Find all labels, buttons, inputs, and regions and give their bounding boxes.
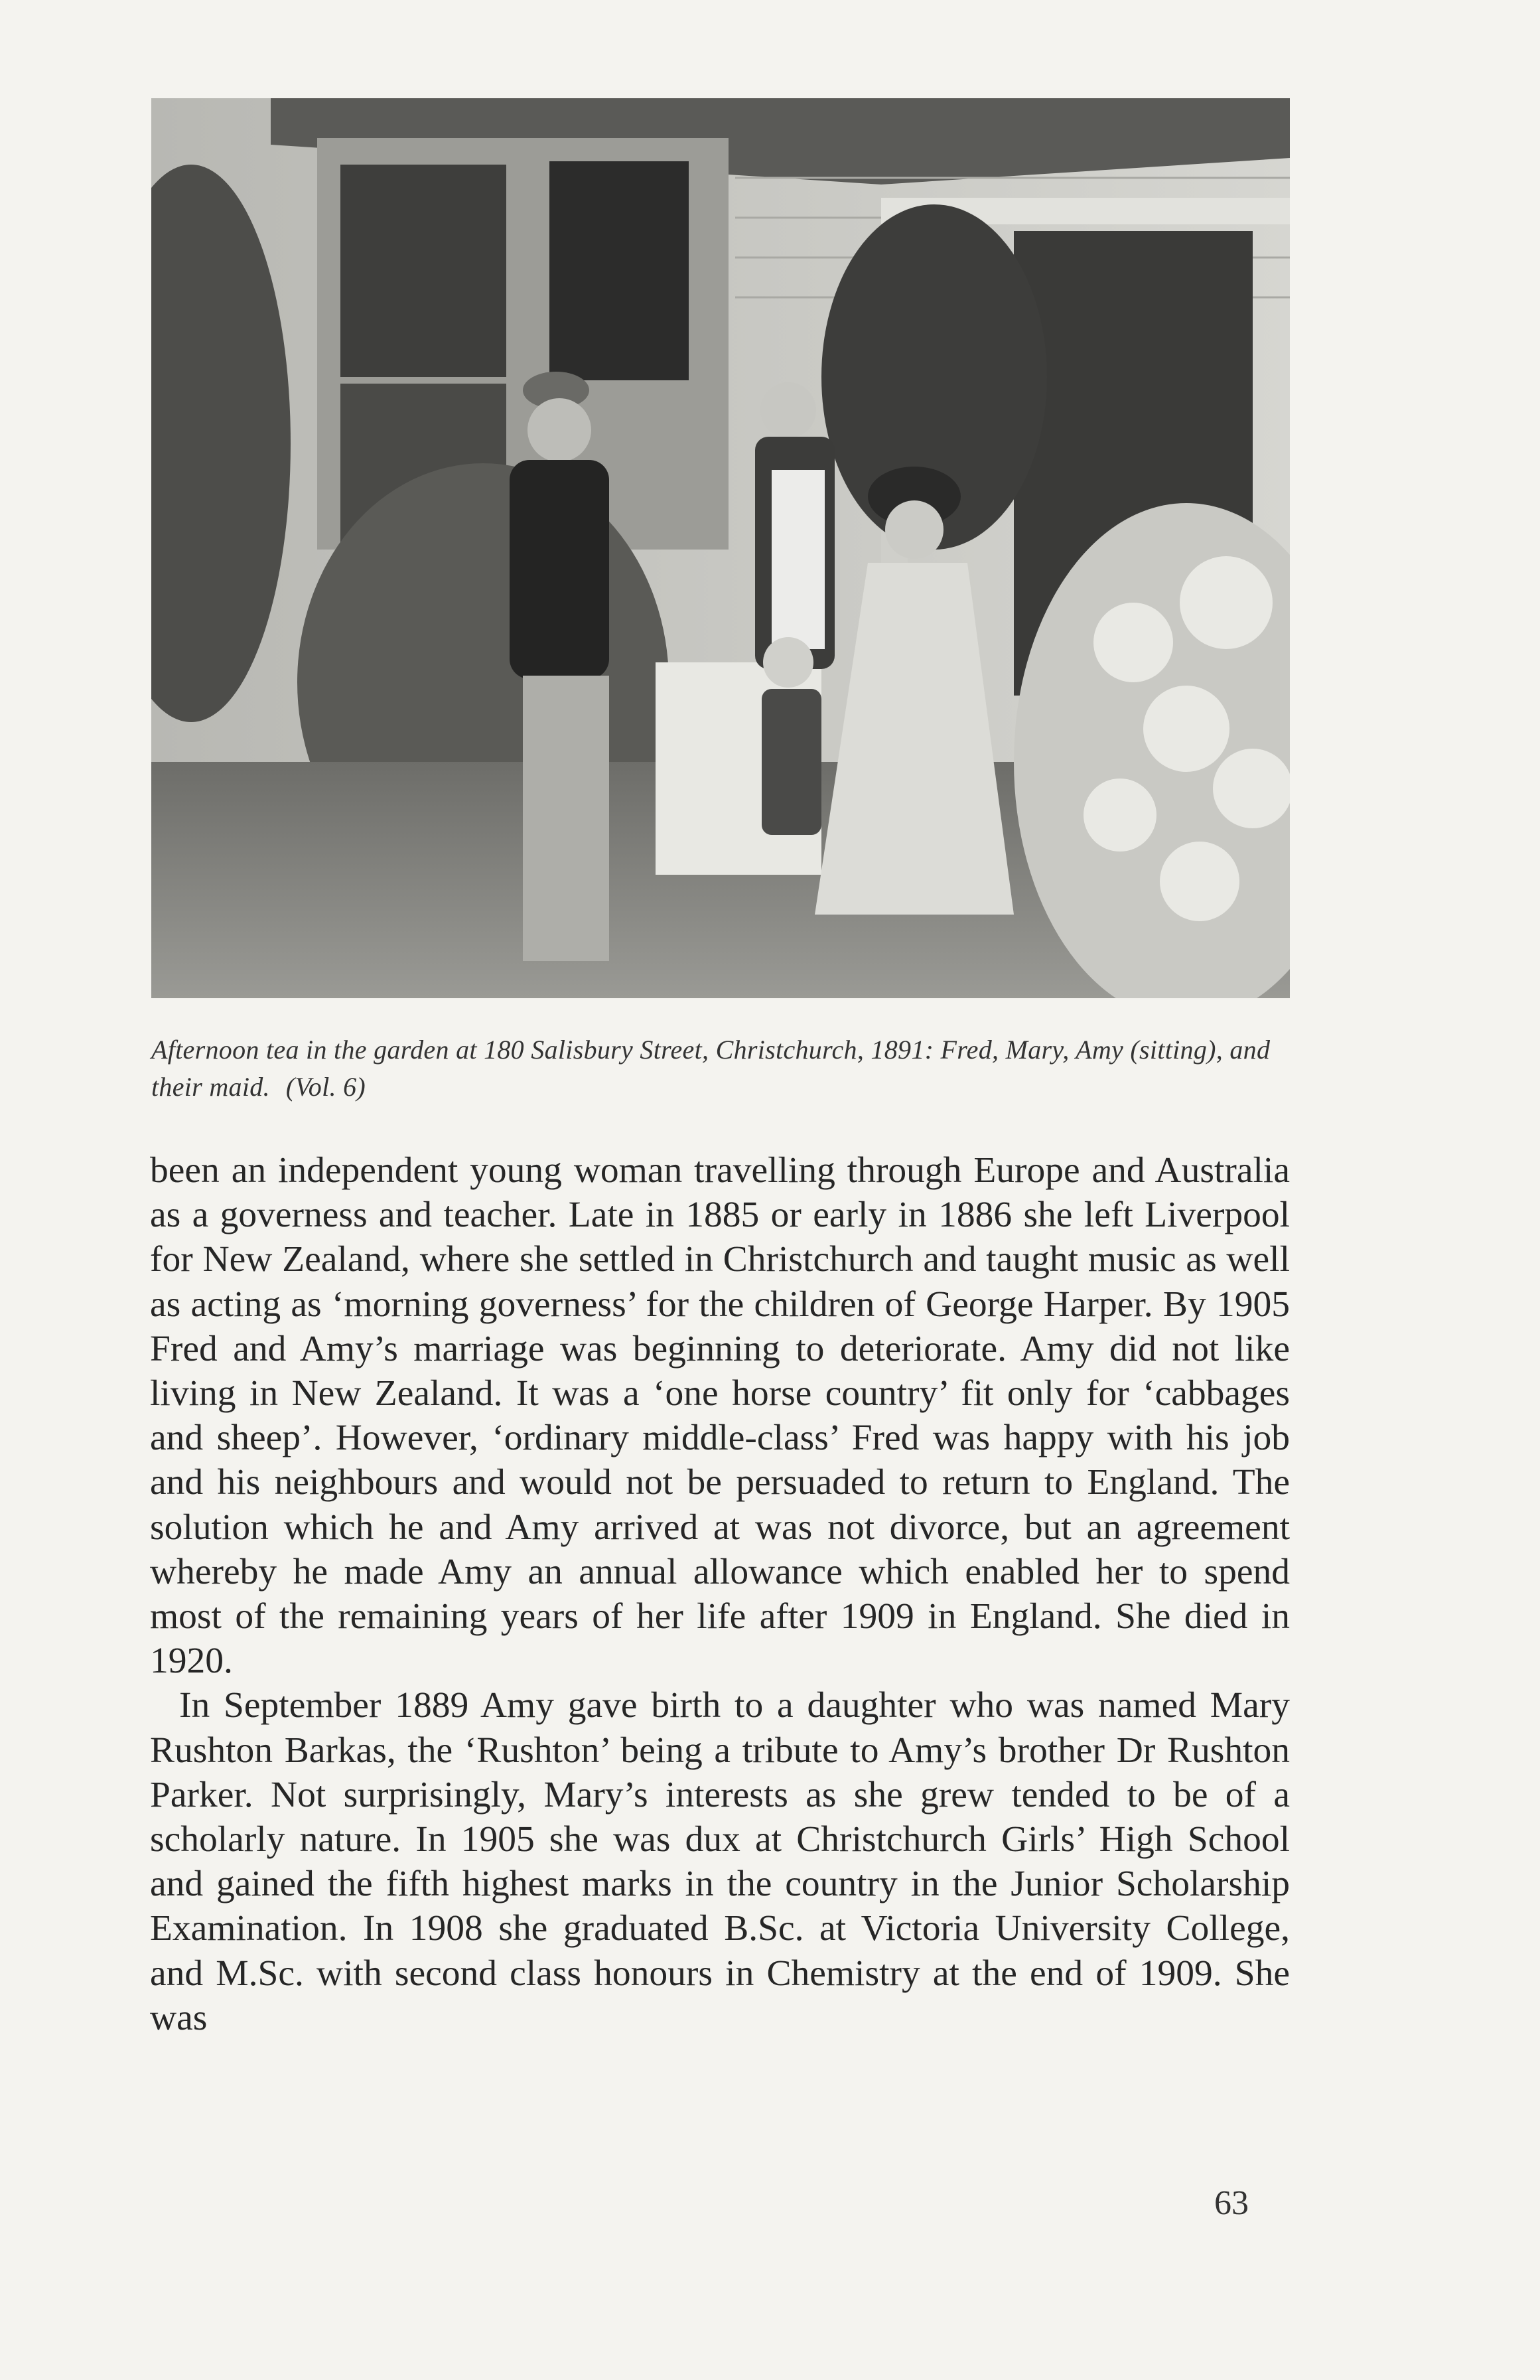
photograph-garden-tea-icon bbox=[151, 98, 1290, 998]
page-number: 63 bbox=[1214, 2184, 1249, 2222]
caption-text: Afternoon tea in the garden at 180 Salisbury Street, Christchurch, 1891: Fred, Mary, Amy (sitting), and their maid. bbox=[151, 1035, 1271, 1102]
paragraph-2: In September 1889 Amy gave birth to a daughter who was named Mary Rushton Barkas, the ‘Rushton’ being a tribute to Amy’s brother Dr Rushton Parker. Not surprisingly, Mary’s interests as she grew tended to be of a scholarly nature. In 1905 she was dux at Christchurch Girls’ High School and gained the fifth highest marks in the country in the Junior Scholarship Examination. In 1908 she graduated B.Sc. at Victoria University College, and M.Sc. with second class honours in Chemistry at the end of 1909. She was bbox=[150, 1685, 1290, 2038]
paragraph-1: been an independent young woman travelling through Europe and Australia as a governess and teacher. Late in 1885 or early in 1886 she left Liverpool for New Zealand, where she settled in Christchurch and taught music as well as acting as ‘morning governess’ for the children of George Harper. By 1905 Fred and Amy’s marriage was beginning to deteriorate. Amy did not like living in New Zealand. It was a ‘one horse country’ fit only for ‘cabbages and sheep’. However, ‘ordinary middle-class’ Fred was happy with his job and his neighbours and would not be persuaded to return to England. The solution which he and Amy arrived at was not divorce, but an agreement whereby he made Amy an annual allowance which enabled her to spend most of the remaining years of her life after 1909 in England. She died in 1920. bbox=[150, 1150, 1290, 1682]
garden-photograph bbox=[151, 98, 1290, 998]
caption-volume-reference: (Vol. 6) bbox=[285, 1072, 366, 1102]
photo-caption bbox=[151, 1031, 1290, 1106]
body-text bbox=[150, 1148, 1290, 2040]
